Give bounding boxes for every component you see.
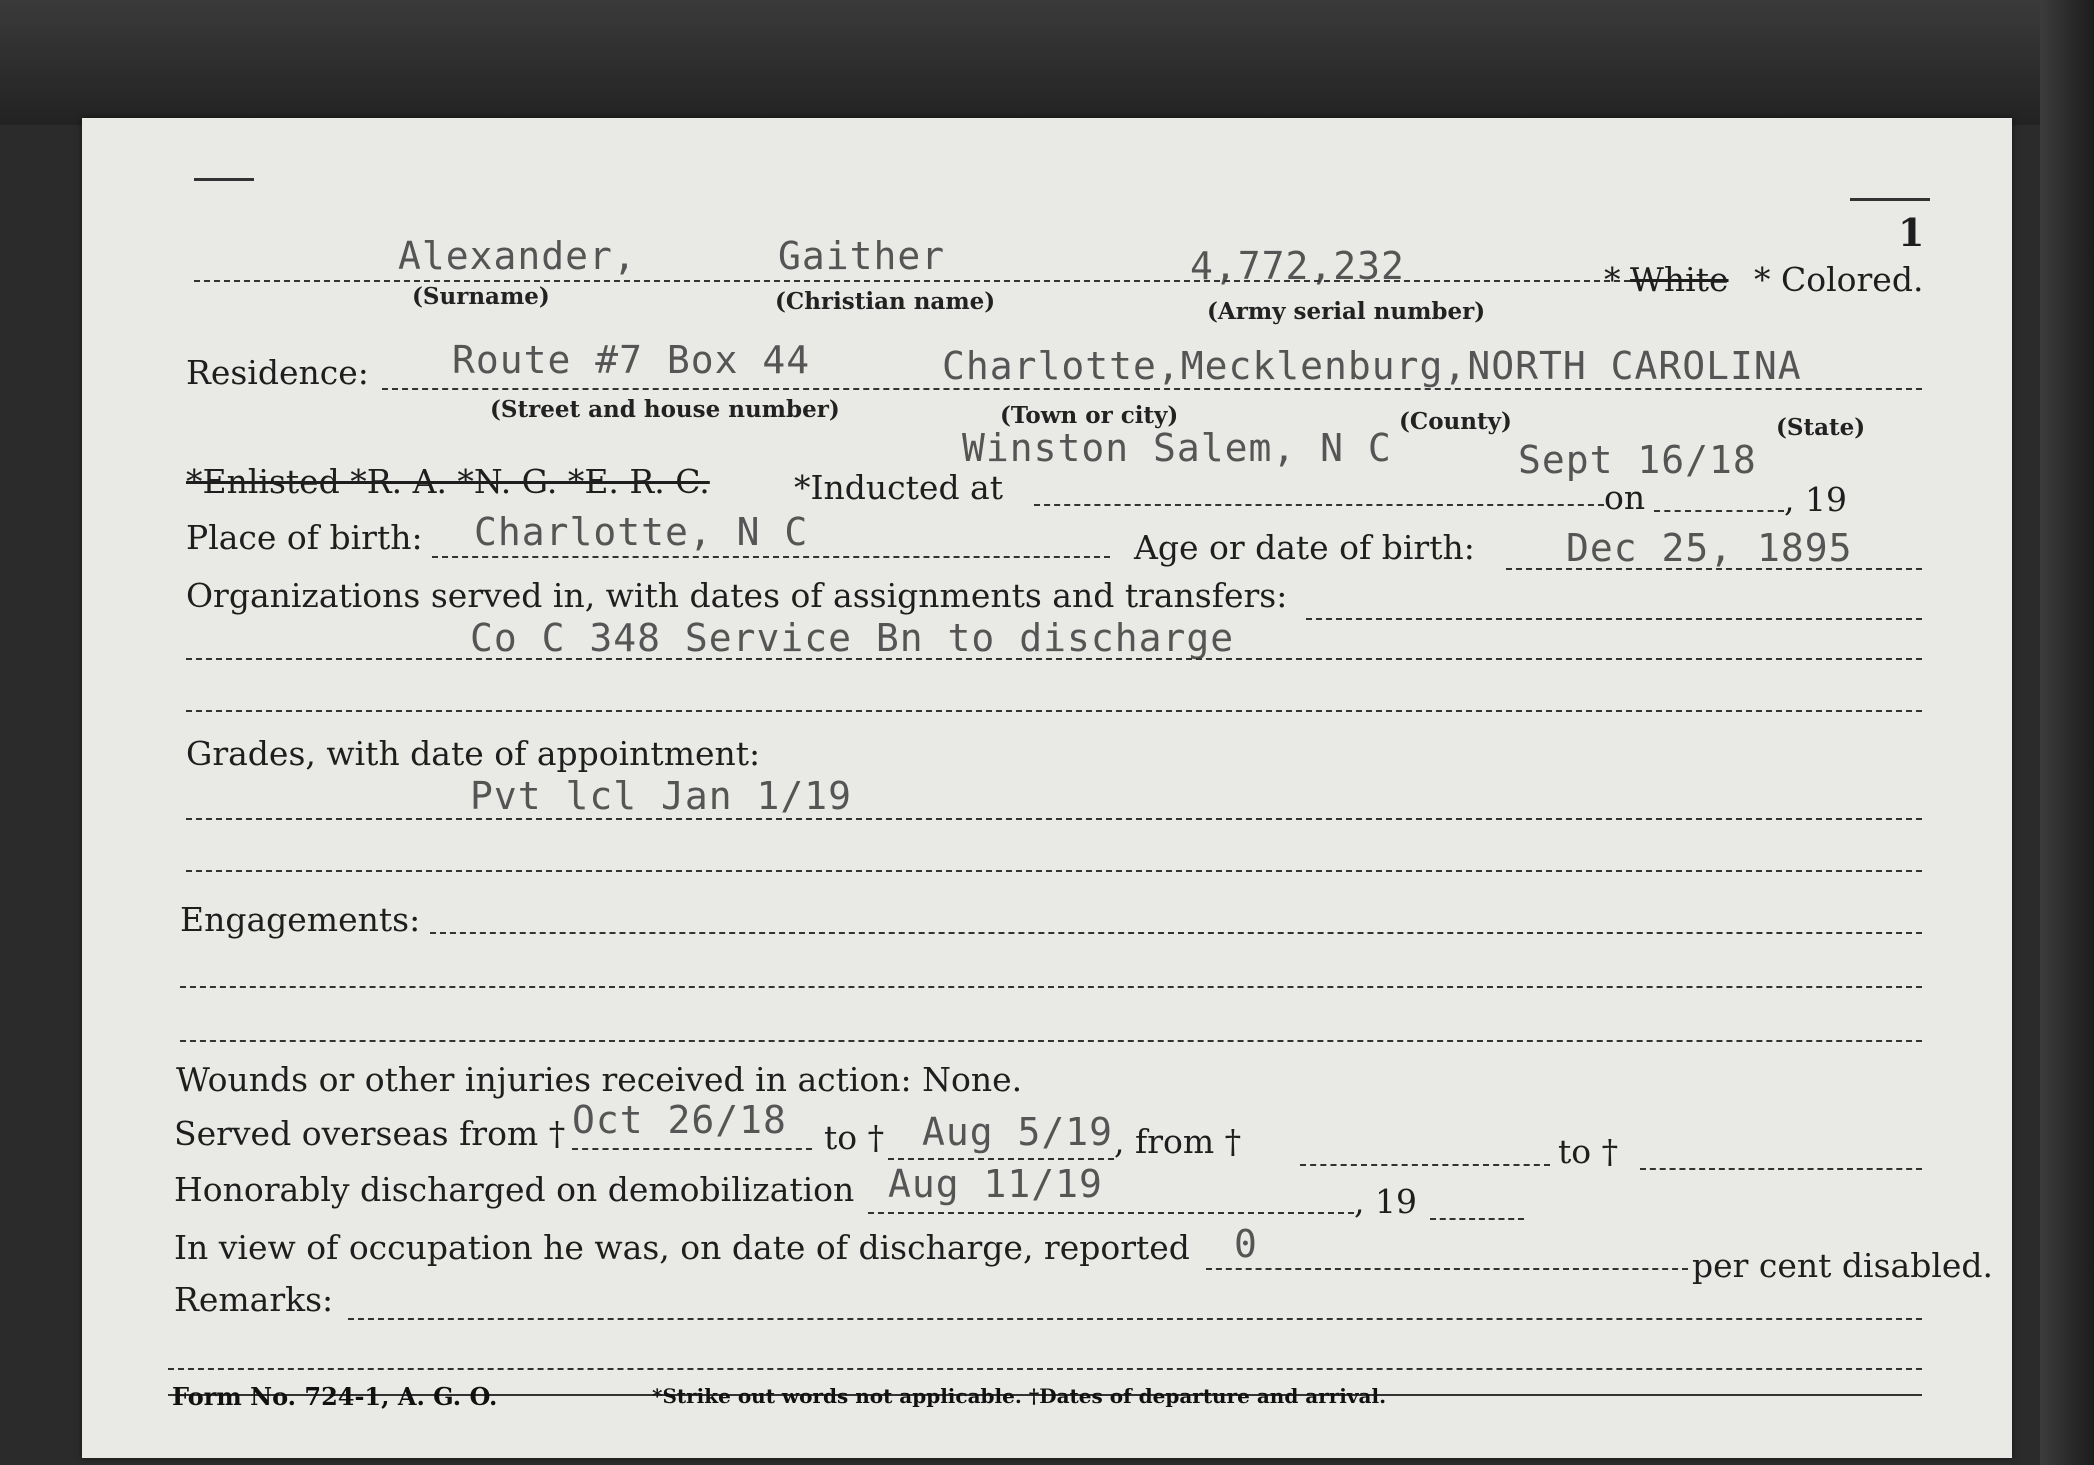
top-mark — [194, 178, 254, 181]
footnote: *Strike out words not applicable. †Dates of departure and arrival. — [652, 1384, 1387, 1408]
birth-place-label: Place of birth: — [186, 518, 423, 557]
disabled-percent-value: 0 — [1234, 1222, 1258, 1266]
inducted-date-value: Sept 16/18 — [1518, 438, 1757, 482]
on-line — [1654, 510, 1784, 512]
service-record-card — [82, 118, 2012, 1458]
remarks-line-0 — [348, 1318, 1922, 1320]
organizations-label: Organizations served in, with dates of assignments and transfers: — [186, 576, 1288, 615]
engagements-line-0 — [430, 932, 1922, 934]
overseas-from-value: Oct 26/18 — [572, 1098, 787, 1142]
occupation-label: In view of occupation he was, on date of discharge, reported — [174, 1228, 1190, 1267]
birth-place-value: Charlotte, N C — [474, 510, 809, 554]
year-label: , 19 — [1784, 480, 1847, 519]
grade-value: Pvt lcl Jan 1/19 — [470, 774, 853, 818]
overseas-from-label: Served overseas from † — [174, 1114, 566, 1153]
overseas-to-label: to † — [824, 1118, 885, 1157]
town-county-state-value: Charlotte,Mecklenburg,NORTH CAROLINA — [942, 344, 1802, 388]
second-to-line — [1640, 1168, 1922, 1170]
surname-label: (Surname) — [412, 283, 550, 310]
county-label: (County) — [1399, 408, 1512, 435]
overseas-to-line — [888, 1158, 1114, 1160]
engagements-line-1 — [180, 986, 1922, 988]
race-colored: * Colored. — [1754, 260, 1924, 299]
street-value: Route #7 Box 44 — [452, 338, 811, 382]
overseas-to-value: Aug 5/19 — [922, 1110, 1114, 1154]
on-label: on — [1604, 478, 1646, 517]
birth-date-line — [1506, 568, 1922, 570]
disabled-label: per cent disabled. — [1692, 1246, 1994, 1285]
grades-label: Grades, with date of appointment: — [186, 734, 761, 773]
card-number: 1 — [1898, 210, 1925, 255]
race-prefix: * — [1604, 260, 1621, 299]
remarks-line-1 — [168, 1368, 1922, 1370]
birth-date-value: Dec 25, 1895 — [1566, 526, 1853, 570]
scan-background — [0, 0, 2094, 125]
race-white-struck: White — [1630, 260, 1729, 299]
residence-line — [382, 388, 1922, 390]
inducted-place-value: Winston Salem, N C — [962, 426, 1392, 470]
enlisted-options-struck: *Enlisted *R. A. *N. G. *E. R. C. — [186, 462, 710, 501]
inducted-line — [1034, 504, 1604, 506]
birth-place-line — [432, 556, 1110, 558]
discharge-year-label: , 19 — [1354, 1182, 1417, 1221]
discharge-date-value: Aug 11/19 — [888, 1162, 1103, 1206]
number-mark — [1850, 198, 1930, 201]
age-label: Age or date of birth: — [1134, 528, 1475, 567]
engagements-line-2 — [180, 1040, 1922, 1042]
form-number: Form No. 724-1, A. G. O. — [172, 1382, 498, 1411]
wounds-label: Wounds or other injuries received in action: None. — [176, 1060, 1023, 1099]
occupation-line — [1206, 1268, 1688, 1270]
discharge-label: Honorably discharged on demobilization — [174, 1170, 855, 1209]
grades-line-1 — [186, 818, 1922, 820]
engagements-label: Engagements: — [180, 900, 421, 939]
organization-value: Co C 348 Service Bn to discharge — [470, 616, 1235, 660]
organizations-line-0 — [1306, 618, 1922, 620]
scan-edge — [2040, 0, 2094, 1465]
town-label: (Town or city) — [1000, 402, 1179, 429]
second-to-label: to † — [1558, 1132, 1619, 1171]
second-from-label: , from † — [1114, 1122, 1242, 1161]
discharge-line — [868, 1212, 1354, 1214]
second-from-line — [1300, 1164, 1550, 1166]
serial-number-label: (Army serial number) — [1207, 298, 1486, 325]
surname-value: Alexander, — [398, 234, 637, 278]
overseas-from-line — [572, 1148, 812, 1150]
christian-name-label: (Christian name) — [775, 288, 996, 315]
organizations-line-2 — [186, 710, 1922, 712]
grades-line-2 — [186, 870, 1922, 872]
residence-label: Residence: — [186, 353, 369, 392]
discharge-year-line — [1430, 1218, 1524, 1220]
street-label: (Street and house number) — [490, 396, 840, 423]
name-line — [194, 280, 1680, 282]
remarks-label: Remarks: — [174, 1280, 334, 1319]
inducted-label: *Inducted at — [794, 468, 1003, 507]
organizations-line-1 — [186, 658, 1922, 660]
serial-number-value: 4,772,232 — [1190, 244, 1405, 288]
christian-name-value: Gaither — [778, 234, 946, 278]
state-label: (State) — [1776, 414, 1866, 441]
